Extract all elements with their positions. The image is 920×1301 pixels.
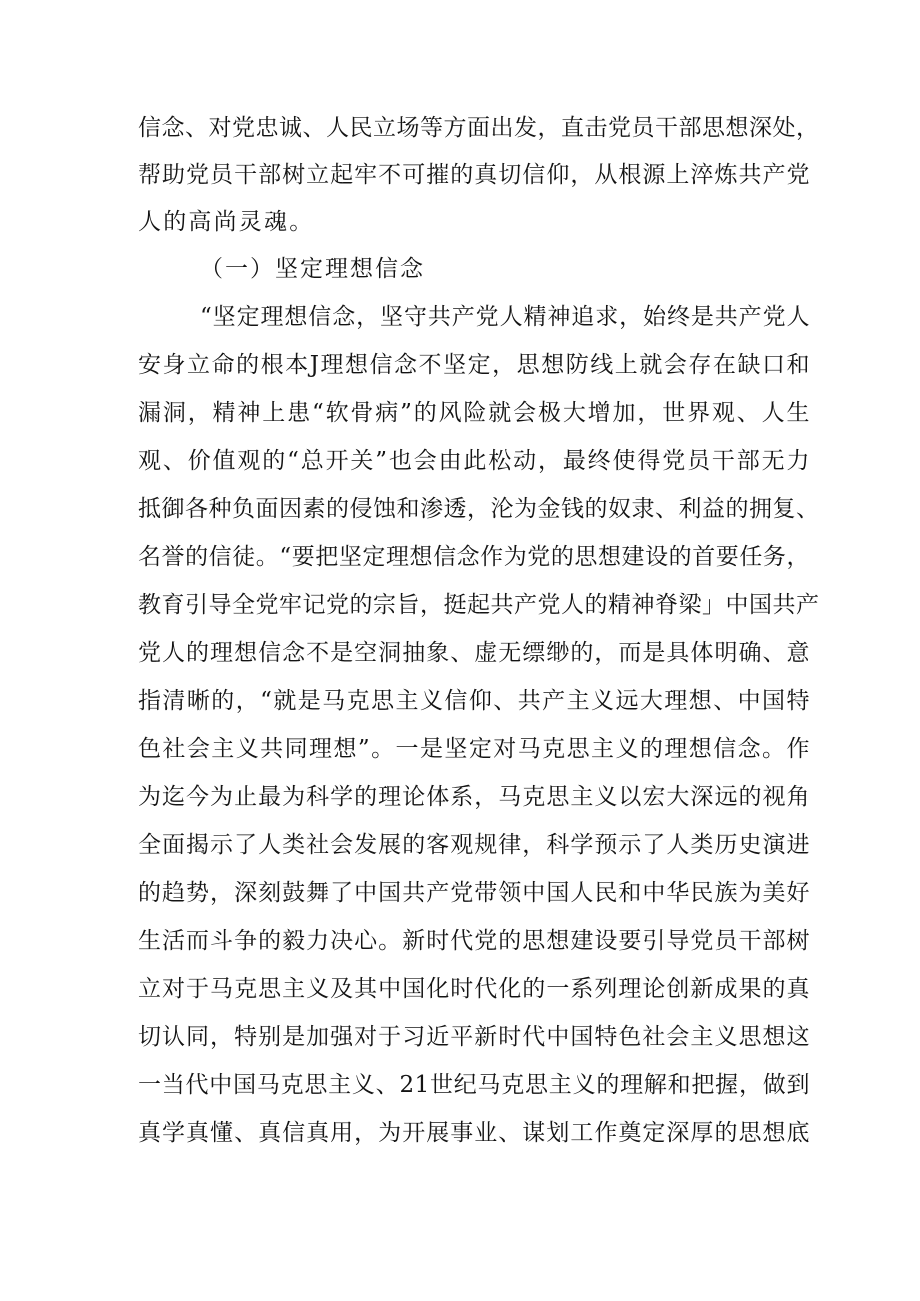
paragraph-line: 名誉的信徒。“要把坚定理想信念作为党的思想建设的首要任务， <box>138 544 810 570</box>
paragraph-line: 帮助党员干部树立起牢不可摧的真切信仰，从根源上淬炼共产党 <box>138 162 810 188</box>
paragraph-line: 真学真懂、真信真用，为开展事业、谋划工作奠定深厚的思想底 <box>138 1120 810 1146</box>
paragraph-line: 抵御各种负面因素的侵蚀和渗透，沦为金钱的奴隶、利益的拥复、 <box>138 496 820 522</box>
paragraph-line: 色社会主义共同理想”。一是坚定对马克思主义的理想信念。作 <box>138 736 810 762</box>
paragraph-line: 教育引导全党牢记党的宗旨，挺起共产党人的精神脊梁」中国共产 <box>138 592 820 618</box>
paragraph-line: 全面揭示了人类社会发展的客观规律，科学预示了人类历史演进 <box>138 832 810 858</box>
paragraph-line: “坚定理想信念，坚守共产党人精神追求，始终是共产党人 <box>200 304 810 330</box>
paragraph-line: 立对于马克思主义及其中国化时代化的一系列理论创新成果的真 <box>138 976 810 1002</box>
paragraph-line: 人的高尚灵魂。 <box>138 209 315 235</box>
paragraph-line: 指清晰的，“就是马克思主义信仰、共产主义远大理想、中国特 <box>138 688 810 714</box>
paragraph-line: 的趋势，深刻鼓舞了中国共产党带领中国人民和中华民族为美好 <box>138 880 810 906</box>
paragraph-line: 漏洞，精神上患“软骨病”的风险就会极大增加，世界观、人生 <box>138 400 810 426</box>
paragraph-line: 党人的理想信念不是空洞抽象、虚无缥缈的，而是具体明确、意 <box>138 640 810 666</box>
paragraph-line: 生活而斗争的毅力决心。新时代党的思想建设要引导党员干部树 <box>138 928 810 954</box>
paragraph-line: 安身立命的根本J理想信念不坚定，思想防线上就会存在缺口和 <box>138 352 810 378</box>
paragraph-line: 为迄今为止最为科学的理论体系，马克思主义以宏大深远的视角 <box>138 784 810 810</box>
section-heading: （一）坚定理想信念 <box>200 256 425 282</box>
paragraph-line: 信念、对党忠诚、人民立场等方面出发，直击党员干部思想深处， <box>138 115 820 141</box>
paragraph-line: 观、价值观的“总开关”也会由此松动，最终使得党员干部无力 <box>138 448 810 474</box>
paragraph-line: 一当代中国马克思主义、21世纪马克思主义的理解和把握，做到 <box>138 1072 810 1098</box>
paragraph-line: 切认同，特别是加强对于习近平新时代中国特色社会主义思想这 <box>138 1024 810 1050</box>
